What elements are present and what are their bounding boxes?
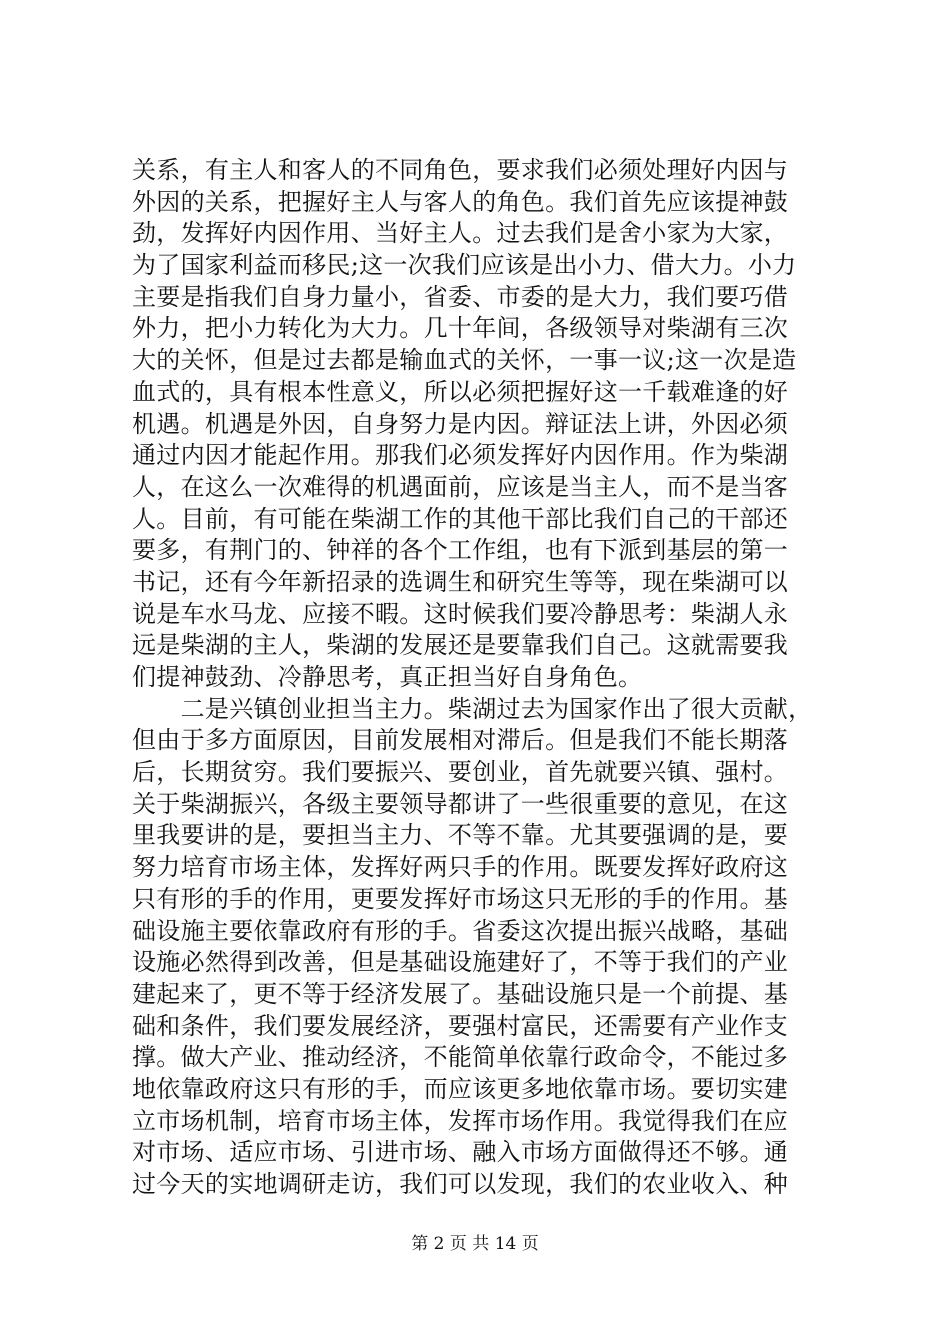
text-line: 要多，有荆门的、钟祥的各个工作组，也有下派到基层的第一	[132, 536, 789, 565]
text-line: 努力培育市场主体，发挥好两只手的作用。既要发挥好政府这	[132, 853, 789, 882]
text-line: 过今天的实地调研走访，我们可以发现，我们的农业收入、种	[132, 1170, 789, 1198]
page-footer: 第 2 页 共 14 页	[411, 1234, 539, 1254]
text-line: 对市场、适应市场、引进市场、融入市场方面做得还不够。通	[132, 1138, 789, 1167]
text-line: 主要是指我们自身力量小，省委、市委的是大力，我们要巧借	[132, 282, 789, 311]
text-line: 建起来了，更不等于经济发展了。基础设施只是一个前提、基	[132, 979, 789, 1008]
text-line: 础和条件，我们要发展经济，要强村富民，还需要有产业作支	[132, 1011, 789, 1040]
document-body	[132, 155, 832, 1201]
text-line: 通过内因才能起作用。那我们必须发挥好内因作用。作为柴湖	[132, 441, 789, 470]
text-line: 设施必然得到改善，但是基础设施建好了，不等于我们的产业	[132, 948, 789, 977]
text-line: 里我要讲的是，要担当主力、不等不靠。尤其要强调的是，要	[132, 821, 789, 850]
text-line: 人，在这么一次难得的机遇面前，应该是当主人，而不是当客	[132, 472, 789, 501]
text-line: 机遇。机遇是外因，自身努力是内因。辩证法上讲，外因必须	[132, 409, 789, 438]
text-line: 们提神鼓劲、冷静思考，真正担当好自身角色。	[132, 663, 643, 691]
text-line: 为了国家利益而移民;这一次我们应该是出小力、借大力。小力	[132, 251, 797, 280]
text-line: 二是兴镇创业担当主力。柴湖过去为国家作出了很大贡献，	[132, 694, 813, 723]
text-line: 撑。做大产业、推动经济，不能简单依靠行政命令，不能过多	[132, 1043, 789, 1072]
text-line: 大的关怀，但是过去都是输血式的关怀，一事一议;这一次是造	[132, 346, 797, 375]
text-line: 但由于多方面原因，目前发展相对滞后。但是我们不能长期落	[132, 726, 789, 755]
text-line: 础设施主要依靠政府有形的手。省委这次提出振兴战略，基础	[132, 916, 789, 945]
text-line: 血式的，具有根本性意义，所以必须把握好这一千载难逢的好	[132, 377, 789, 406]
text-line: 关于柴湖振兴，各级主要领导都讲了一些很重要的意见，在这	[132, 789, 789, 818]
text-line: 人。目前，有可能在柴湖工作的其他干部比我们自己的干部还	[132, 504, 789, 533]
text-line: 外力，把小力转化为大力。几十年间，各级领导对柴湖有三次	[132, 314, 789, 343]
text-line: 只有形的手的作用，更要发挥好市场这只无形的手的作用。基	[132, 884, 789, 913]
text-line: 关系，有主人和客人的不同角色，要求我们必须处理好内因与	[132, 156, 789, 184]
text-line: 书记，还有今年新招录的选调生和研究生等等，现在柴湖可以	[132, 567, 789, 596]
text-line: 说是车水马龙、应接不暇。这时候我们要冷静思考：柴湖人永	[132, 599, 789, 628]
text-line: 劲，发挥好内因作用、当好主人。过去我们是舍小家为大家，	[132, 219, 789, 248]
text-line: 后，长期贫穷。我们要振兴、要创业，首先就要兴镇、强村。	[132, 758, 789, 787]
text-line: 地依靠政府这只有形的手，而应该更多地依靠市场。要切实建	[132, 1074, 789, 1103]
text-line: 外因的关系，把握好主人与客人的角色。我们首先应该提神鼓	[132, 187, 789, 216]
text-line: 立市场机制，培育市场主体，发挥市场作用。我觉得我们在应	[132, 1106, 789, 1135]
text-line: 远是柴湖的主人，柴湖的发展还是要靠我们自己。这就需要我	[132, 631, 789, 660]
